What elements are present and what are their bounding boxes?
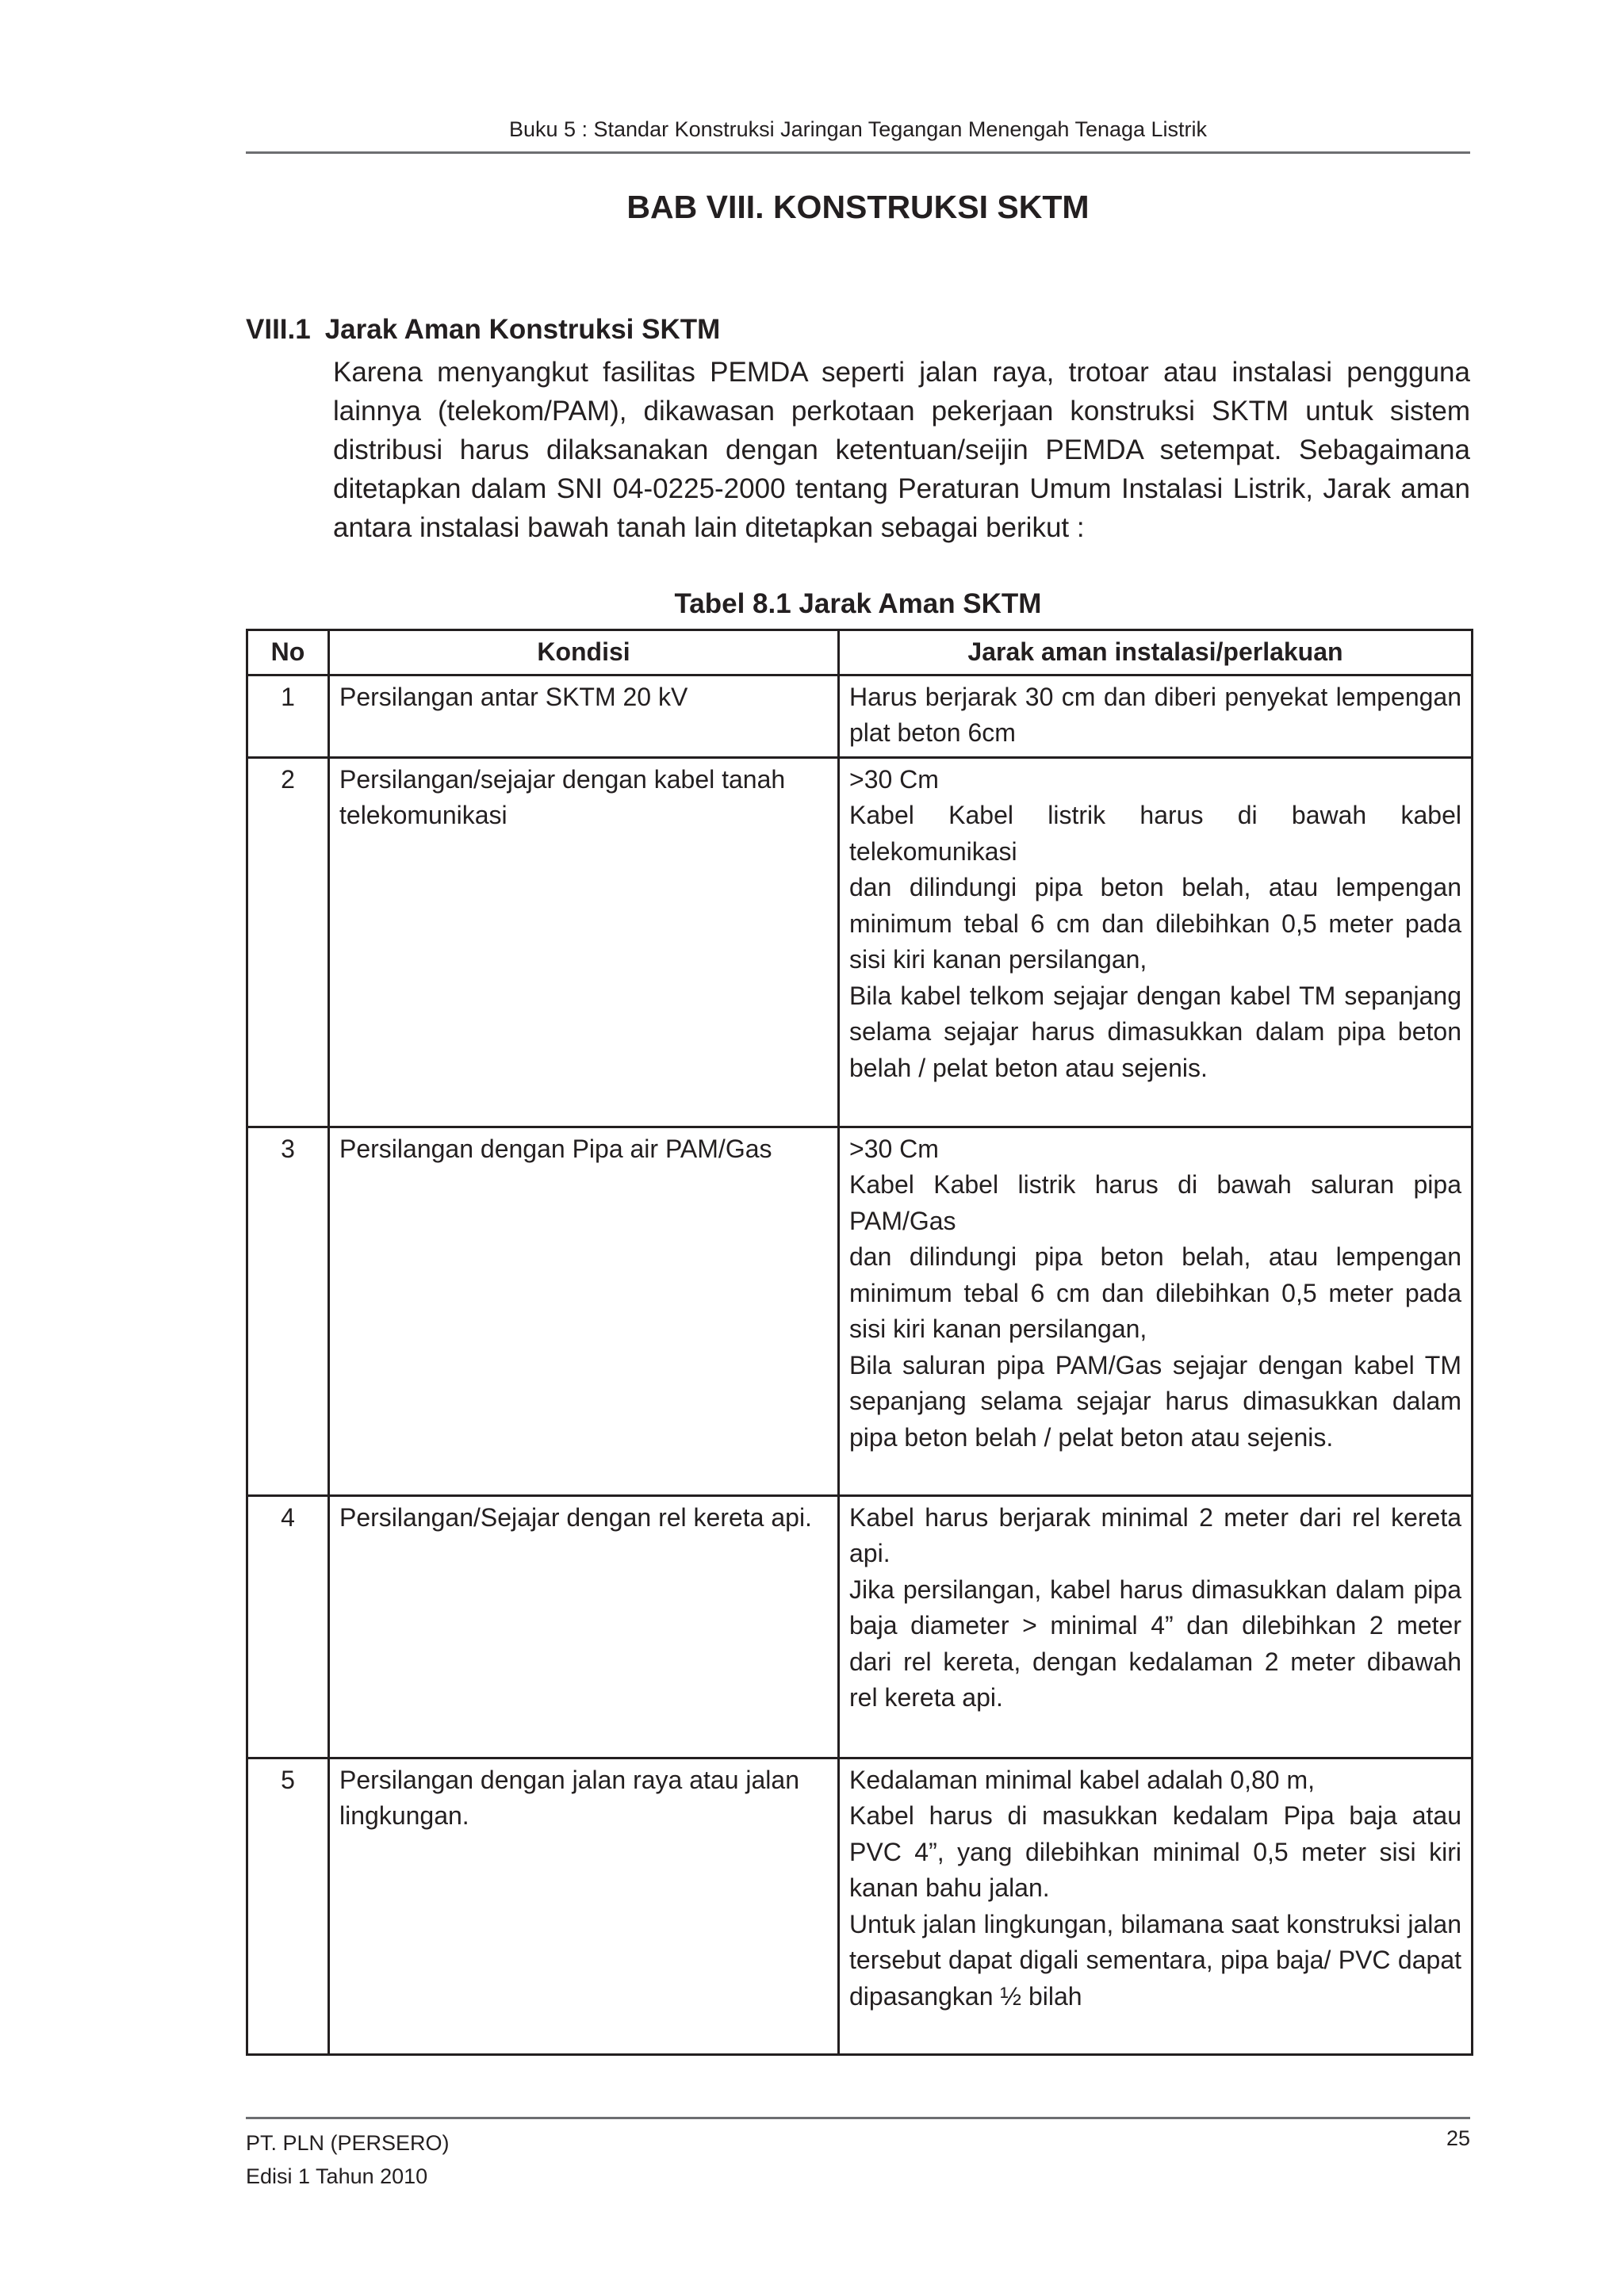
cell-jarak <box>839 757 1473 1127</box>
section-number: VIII.1 <box>246 314 311 345</box>
jarak-line: Kabel Kabel listrik harus di bawah saluran pipa PAM/Gas <box>849 1170 1461 1235</box>
footer-divider <box>246 2117 1470 2119</box>
jarak-line: >30 Cm <box>849 764 939 794</box>
header-divider <box>246 151 1470 154</box>
jarak-line: Kabel Kabel listrik harus di bawah kabel telekomunikasi <box>849 801 1461 866</box>
cell-no: 3 <box>247 1127 329 1495</box>
table-row <box>247 757 1473 1127</box>
jarak-line: Kabel harus di masukkan kedalam Pipa baja atau PVC 4”, yang dilebihkan minimal 0,5 meter sisi kiri kanan bahu jalan. <box>849 1801 1461 1902</box>
intro-paragraph: Karena menyangkut fasilitas PEMDA seperti jalan raya, trotoar atau instalasi pengguna lainnya (telekom/PAM), dikawasan perkotaan pekerjaan konstruksi SKTM untuk sistem distribusi harus dilaksanakan dengan ketentuan/seijin PEMDA setempat. Sebagaimana ditetapkan dalam SNI 04-0225-2000 tentang Peraturan Umum Instalasi Listrik, Jarak aman antara instalasi bawah tanah lain ditetapkan sebagai berikut : <box>333 357 1470 543</box>
jarak-line: Kabel harus berjarak minimal 2 meter dari rel kereta api. <box>849 1502 1461 1567</box>
footer-edition: Edisi 1 Tahun 2010 <box>246 2164 428 2188</box>
footer-company: PT. PLN (PERSERO) <box>246 2131 450 2155</box>
header-jarak: Jarak aman instalasi/perlakuan <box>839 630 1473 675</box>
chapter-title: BAB VIII. KONSTRUKSI SKTM <box>626 189 1090 225</box>
jarak-line: Kedalaman minimal kabel adalah 0,80 m, <box>849 1765 1315 1794</box>
cell-jarak <box>839 1495 1473 1758</box>
jarak-line: >30 Cm <box>849 1134 939 1163</box>
cell-jarak <box>839 1127 1473 1495</box>
running-header: Buku 5 : Standar Konstruksi Jaringan Tegangan Menengah Tenaga Listrik <box>508 117 1208 141</box>
cell-kondisi: Persilangan/Sejajar dengan rel kereta api. <box>329 1495 839 1758</box>
section-heading <box>246 314 720 346</box>
cell-kondisi: Persilangan antar SKTM 20 kV <box>329 675 839 757</box>
page-number: 25 <box>1446 2126 1470 2150</box>
cell-kondisi: Persilangan dengan jalan raya atau jalan lingkungan. <box>329 1758 839 2054</box>
cell-no: 4 <box>247 1495 329 1758</box>
jarak-line: Jika persilangan, kabel harus dimasukkan dalam pipa baja diameter > minimal 4” dan dilebihkan 2 meter dari rel kereta, dengan kedalaman 2 meter dibawah rel kereta api. <box>849 1575 1461 1712</box>
jarak-line: Harus berjarak 30 cm dan diberi penyekat lempengan plat beton 6cm <box>849 682 1461 747</box>
jarak-line: Bila kabel telkom sejajar dengan kabel TM sepanjang selama sejajar harus dimasukkan dalam pipa beton belah / pelat beton atau sejenis. <box>849 981 1461 1082</box>
table-header-row <box>247 630 1473 675</box>
cell-no: 5 <box>247 1758 329 2054</box>
cell-jarak <box>839 675 1473 757</box>
cell-no: 2 <box>247 757 329 1127</box>
header-kondisi: Kondisi <box>329 630 839 675</box>
jarak-line: dan dilindungi pipa beton belah, atau lempengan minimum tebal 6 cm dan dilebihkan 0,5 meter pada sisi kiri kanan persilangan, <box>849 1242 1461 1343</box>
footer-publisher <box>246 2126 450 2193</box>
cell-no: 1 <box>247 675 329 757</box>
jarak-line: Untuk jalan lingkungan, bilamana saat konstruksi jalan tersebut dapat digali sementara, pipa baja/ PVC dapat dipasangkan ½ bilah <box>849 1909 1461 2011</box>
cell-kondisi: Persilangan dengan Pipa air PAM/Gas <box>329 1127 839 1495</box>
cell-jarak <box>839 1758 1473 2054</box>
table-row <box>247 1758 1473 2054</box>
table-row <box>247 1127 1473 1495</box>
header-no: No <box>247 630 329 675</box>
safety-distance-table <box>246 629 1473 2056</box>
table-row <box>247 675 1473 757</box>
jarak-line: dan dilindungi pipa beton belah, atau lempengan minimum tebal 6 cm dan dilebihkan 0,5 meter pada sisi kiri kanan persilangan, <box>849 873 1461 974</box>
section-title: Jarak Aman Konstruksi SKTM <box>324 314 721 345</box>
jarak-line: Bila saluran pipa PAM/Gas sejajar dengan kabel TM sepanjang selama sejajar harus dimasukkan dalam pipa beton belah / pelat beton atau sejenis. <box>849 1350 1461 1452</box>
cell-kondisi: Persilangan/sejajar dengan kabel tanah telekomunikasi <box>329 757 839 1127</box>
table-row <box>247 1495 1473 1758</box>
table-caption: Tabel 8.1 Jarak Aman SKTM <box>674 588 1042 619</box>
